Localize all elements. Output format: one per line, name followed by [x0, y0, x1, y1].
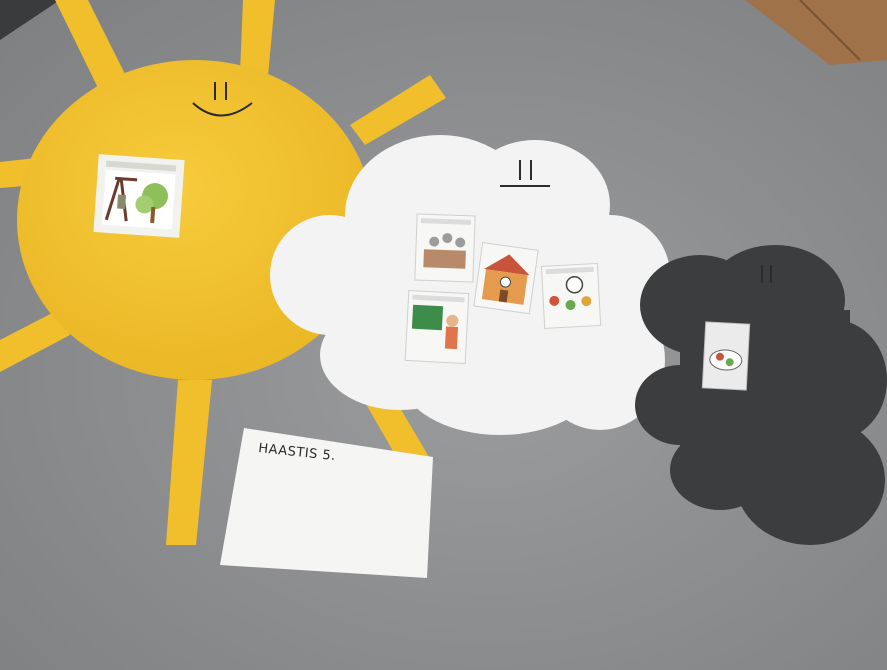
food-plate-card: [702, 322, 749, 390]
note-text: HAASTIS 5.: [257, 441, 337, 465]
swing-picture-card: [93, 154, 184, 238]
teacher-board-card: [405, 290, 469, 363]
school-building-card: [474, 243, 538, 314]
clock-group-card: [541, 264, 600, 329]
teaching-picture-card: [415, 214, 475, 282]
